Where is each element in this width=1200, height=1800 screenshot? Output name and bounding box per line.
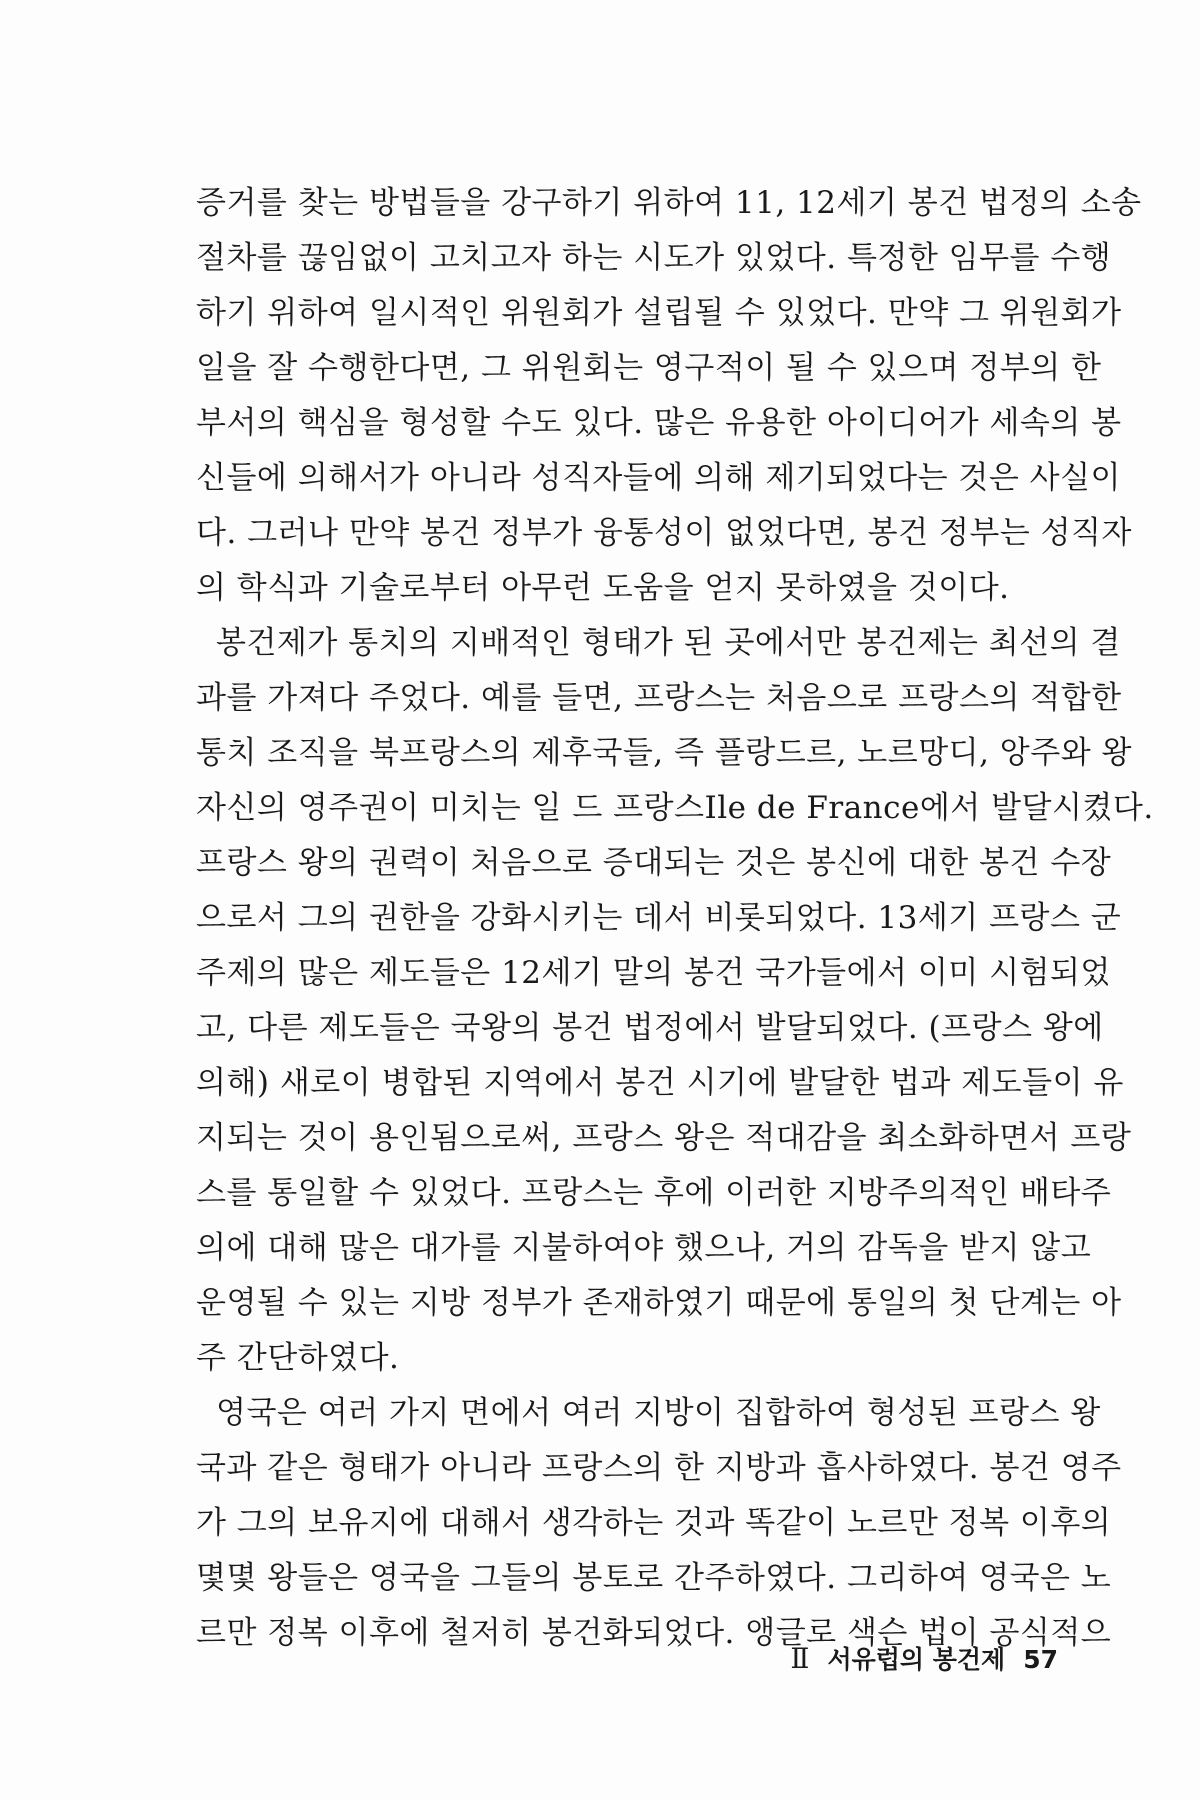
- text-line: 국과 같은 형태가 아니라 프랑스의 한 지방과 흡사하였다. 봉건 영주: [196, 1450, 1122, 1486]
- part-numeral: Ⅱ: [790, 1642, 810, 1675]
- text-line: 고, 다른 제도들은 국왕의 봉건 법정에서 발달되었다. (프랑스 왕에: [196, 1010, 1104, 1046]
- text-line: 일을 잘 수행한다면, 그 위원회는 영구적이 될 수 있으며 정부의 한: [196, 350, 1102, 386]
- text-line: 의 학식과 기술로부터 아무런 도움을 얻지 못하였을 것이다.: [196, 570, 1010, 606]
- text-line: 프랑스 왕의 권력이 처음으로 증대되는 것은 봉신에 대한 봉건 수장: [196, 845, 1112, 881]
- running-footer: [790, 1640, 1058, 1676]
- text-line: 르만 정복 이후에 철저히 봉건화되었다. 앵글로 색슨 법이 공식적으: [196, 1615, 1112, 1651]
- text-line: 영국은 여러 가지 면에서 여러 지방이 집합하여 형성된 프랑스 왕: [216, 1395, 1101, 1431]
- paragraph-2: [196, 616, 1154, 1386]
- text-line: 주제의 많은 제도들은 12세기 말의 봉건 국가들에서 이미 시험되었: [196, 955, 1111, 991]
- text-line: 다. 그러나 만약 봉건 정부가 융통성이 없었다면, 봉건 정부는 성직자: [196, 515, 1132, 551]
- text-line: 지되는 것이 용인됨으로써, 프랑스 왕은 적대감을 최소화하면서 프랑: [196, 1120, 1132, 1156]
- text-line: 자신의 영주권이 미치는 일 드 프랑스Ile de France에서 발달시켰다.: [196, 790, 1154, 826]
- text-line: 부서의 핵심을 형성할 수도 있다. 많은 유용한 아이디어가 세속의 봉: [196, 405, 1122, 441]
- text-line: 스를 통일할 수 있었다. 프랑스는 후에 이러한 지방주의적인 배타주: [196, 1175, 1112, 1211]
- text-line: 의에 대해 많은 대가를 지불하여야 했으나, 거의 감독을 받지 않고: [196, 1230, 1092, 1266]
- text-line: 절차를 끊임없이 고치고자 하는 시도가 있었다. 특정한 임무를 수행: [196, 240, 1112, 276]
- text-line: 증거를 찾는 방법들을 강구하기 위하여 11, 12세기 봉건 법정의 소송: [196, 185, 1142, 221]
- text-line: 봉건제가 통치의 지배적인 형태가 된 곳에서만 봉건제는 최선의 결: [216, 625, 1121, 661]
- text-line: 의해) 새로이 병합된 지역에서 봉건 시기에 발달한 법과 제도들이 유: [196, 1065, 1124, 1101]
- text-line: 신들에 의해서가 아니라 성직자들에 의해 제기되었다는 것은 사실이: [196, 460, 1121, 496]
- text-line: 주 간단하였다.: [196, 1340, 400, 1376]
- body-text: [196, 176, 1154, 1661]
- text-line: 운영될 수 있는 지방 정부가 존재하였기 때문에 통일의 첫 단계는 아: [196, 1285, 1122, 1321]
- text-line: 으로서 그의 권한을 강화시키는 데서 비롯되었다. 13세기 프랑스 군: [196, 900, 1122, 936]
- paragraph-3: [196, 1386, 1122, 1661]
- page-number: 57: [1023, 1645, 1058, 1674]
- text-line: 가 그의 보유지에 대해서 생각하는 것과 똑같이 노르만 정복 이후의: [196, 1505, 1112, 1541]
- text-line: 몇몇 왕들은 영국을 그들의 봉토로 간주하였다. 그리하여 영국은 노: [196, 1560, 1112, 1596]
- chapter-title: 서유럽의 봉건제: [827, 1645, 1006, 1674]
- text-line: 통치 조직을 북프랑스의 제후국들, 즉 플랑드르, 노르망디, 앙주와 왕: [196, 735, 1132, 771]
- text-line: 과를 가져다 주었다. 예를 들면, 프랑스는 처음으로 프랑스의 적합한: [196, 680, 1122, 716]
- text-line: 하기 위하여 일시적인 위원회가 설립될 수 있었다. 만약 그 위원회가: [196, 295, 1122, 331]
- paragraph-1: [196, 176, 1142, 616]
